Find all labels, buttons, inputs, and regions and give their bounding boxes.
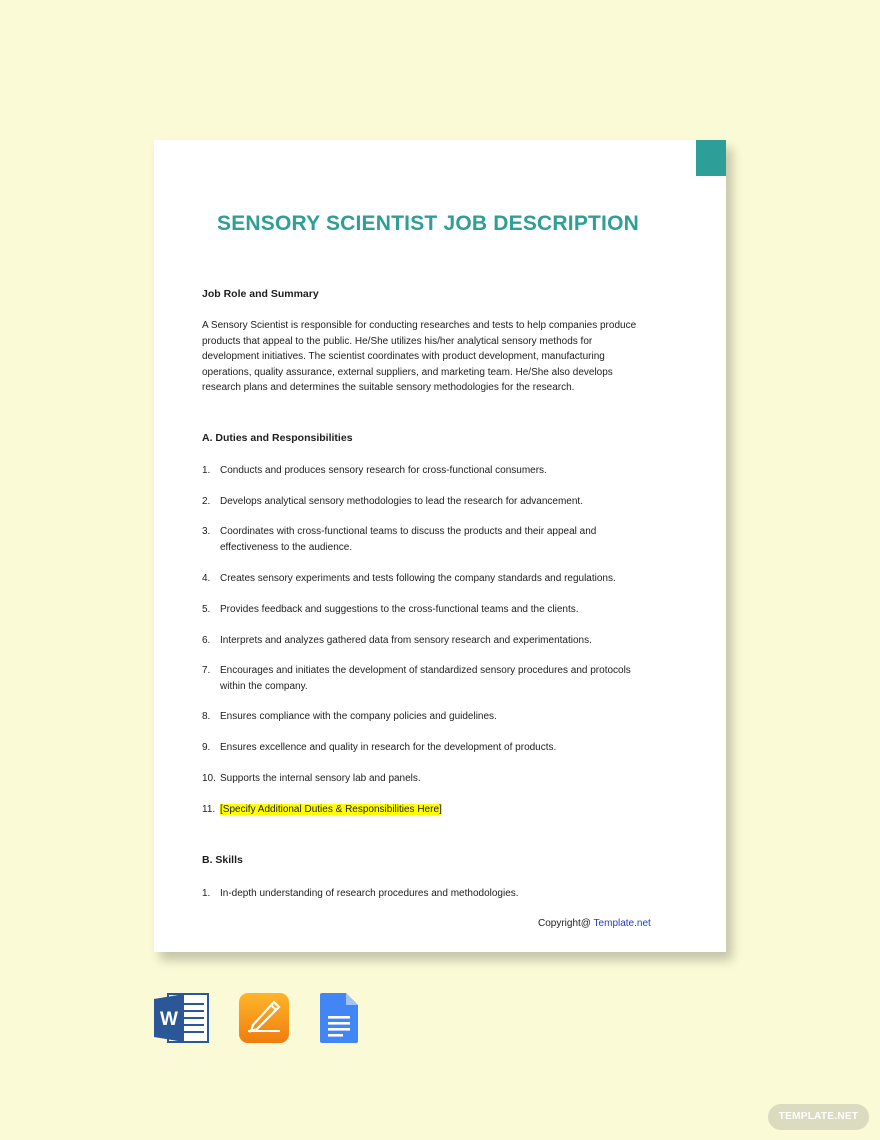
- list-item-text: [220, 463, 650, 479]
- list-item-number: 6.: [202, 635, 211, 646]
- list-item-text: [220, 494, 650, 510]
- copyright-notice: [538, 918, 651, 929]
- list-item-line: Interprets and analyzes gathered data from sensory research and experimentations.: [220, 635, 592, 646]
- summary-line: products that appeal to the public. He/She utilizes his/her analytical sensory methods for: [202, 335, 593, 347]
- list-item-number: 10.: [202, 773, 216, 784]
- list-item-line: Develops analytical sensory methodologies to lead the research for advancement.: [220, 496, 583, 507]
- list-item-text: [220, 633, 650, 649]
- summary-paragraph: [202, 318, 642, 396]
- list-item-number: 4.: [202, 573, 211, 584]
- summary-line: A Sensory Scientist is responsible for conducting researches and tests to help companies produce: [202, 320, 637, 331]
- list-item-line: Coordinates with cross-functional teams to discuss the products and their appeal and: [220, 526, 597, 537]
- list-item-text: [220, 602, 650, 618]
- list-item-text: [220, 663, 650, 694]
- list-item-line: In-depth understanding of research procedures and methodologies.: [220, 888, 519, 899]
- list-item-text: [220, 802, 650, 818]
- svg-text:W: W: [160, 1009, 178, 1030]
- list-item-line: Provides feedback and suggestions to the cross-functional teams and the clients.: [220, 604, 579, 615]
- copyright-label: Copyright@: [538, 918, 594, 929]
- corner-accent-tab: [696, 140, 726, 176]
- list-item-text: [220, 709, 650, 725]
- list-item-text: [220, 571, 650, 587]
- list-item-number: 1.: [202, 888, 211, 899]
- list-item-number: 1.: [202, 465, 211, 476]
- list-item-line: Ensures excellence and quality in research for the development of products.: [220, 742, 557, 753]
- highlighted-placeholder: [Specify Additional Duties & Responsibilities Here]: [220, 804, 442, 815]
- list-item-number: 3.: [202, 526, 211, 537]
- list-item-line: [220, 802, 650, 818]
- copyright-site-link[interactable]: Template.net: [593, 918, 651, 929]
- list-item-line: effectiveness to the audience.: [220, 541, 353, 553]
- list-item-line: Conducts and produces sensory research for cross-functional consumers.: [220, 465, 547, 476]
- list-item-number: 9.: [202, 742, 211, 753]
- google-docs-icon[interactable]: [318, 992, 360, 1044]
- list-item-line: Creates sensory experiments and tests following the company standards and regulations.: [220, 573, 616, 584]
- summary-heading: Job Role and Summary: [202, 288, 319, 300]
- list-item-number: 2.: [202, 496, 211, 507]
- list-item-text: [220, 524, 650, 555]
- list-item-text: [220, 771, 650, 787]
- list-item-number: 5.: [202, 604, 211, 615]
- list-item-number: 11.: [202, 804, 216, 815]
- summary-line: operations, quality assurance, external suppliers, and marketing team. He/She also develops: [202, 366, 613, 378]
- pages-icon[interactable]: [238, 992, 290, 1044]
- app-icons-row: [154, 992, 374, 1046]
- list-item-number: 8.: [202, 711, 211, 722]
- summary-line: development initiatives. The scientist coordinates with product development, manufacturing: [202, 351, 605, 362]
- list-item-line: Encourages and initiates the development of standardized sensory procedures and protocols: [220, 665, 631, 676]
- summary-line: research plans and determines the suitable sensory methodologies for the research.: [202, 382, 575, 393]
- list-item-number: 7.: [202, 665, 211, 676]
- word-icon[interactable]: [154, 992, 210, 1044]
- list-item-text: [220, 740, 650, 756]
- watermark-badge: TEMPLATE.NET: [768, 1104, 869, 1130]
- list-item-line: Supports the internal sensory lab and panels.: [220, 773, 421, 784]
- list-item-line: Ensures compliance with the company policies and guidelines.: [220, 711, 497, 722]
- document-title: SENSORY SCIENTIST JOB DESCRIPTION: [216, 212, 639, 235]
- document-page: [154, 140, 726, 952]
- skills-heading: B. Skills: [202, 854, 243, 866]
- list-item-line: within the company.: [220, 680, 308, 692]
- list-item-text: [220, 886, 650, 902]
- duties-heading: A. Duties and Responsibilities: [202, 432, 353, 444]
